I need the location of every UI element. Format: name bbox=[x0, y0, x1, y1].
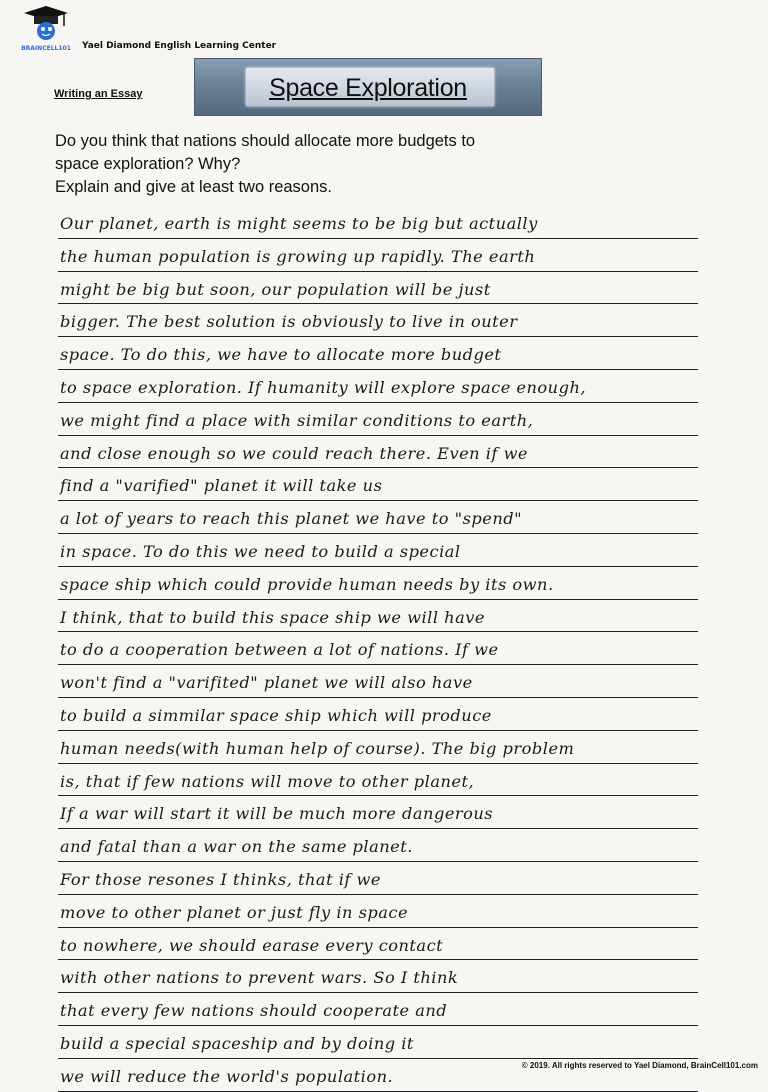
essay-question bbox=[55, 130, 715, 199]
logo-text: BRAINCELL101 bbox=[21, 45, 71, 52]
page-header bbox=[14, 4, 754, 52]
essay-line: human needs(with human help of course). The big problem bbox=[58, 731, 698, 764]
essay-line: and close enough so we could reach there. Even if we bbox=[58, 436, 698, 469]
essay-line: Our planet, earth is might seems to be big but actually bbox=[58, 206, 698, 239]
essay-line: with other nations to prevent wars. So I think bbox=[58, 960, 698, 993]
essay-line: a lot of years to reach this planet we have to "spend" bbox=[58, 501, 698, 534]
essay-line: the human population is growing up rapidly. The earth bbox=[58, 239, 698, 272]
center-name: Yael Diamond English Learning Center bbox=[82, 41, 277, 51]
essay-line: to nowhere, we should earase every contact bbox=[58, 928, 698, 961]
copyright-footer: © 2019. All rights reserved to Yael Diamond, BrainCell101.com bbox=[521, 1061, 758, 1070]
essay-line: For those resones I thinks, that if we bbox=[58, 862, 698, 895]
essay-line: space. To do this, we have to allocate more budget bbox=[58, 337, 698, 370]
section-label: Writing an Essay bbox=[54, 88, 143, 100]
question-line: space exploration? Why? bbox=[55, 155, 241, 173]
graduation-cap-logo-icon bbox=[16, 4, 76, 52]
essay-line: we might find a place with similar conditions to earth, bbox=[58, 403, 698, 436]
essay-line: space ship which could provide human needs by its own. bbox=[58, 567, 698, 600]
essay-line: find a "varified" planet it will take us bbox=[58, 468, 698, 501]
essay-line: move to other planet or just fly in space bbox=[58, 895, 698, 928]
essay-line: that every few nations should cooperate and bbox=[58, 993, 698, 1026]
essay-line: in space. To do this we need to build a special bbox=[58, 534, 698, 567]
essay-line: and fatal than a war on the same planet. bbox=[58, 829, 698, 862]
essay-line: to build a simmilar space ship which will produce bbox=[58, 698, 698, 731]
essay-line: to do a cooperation between a lot of nations. If we bbox=[58, 632, 698, 665]
question-line: Explain and give at least two reasons. bbox=[55, 178, 332, 196]
handwritten-essay bbox=[58, 206, 698, 1092]
essay-line: is, that if few nations will move to other planet, bbox=[58, 764, 698, 797]
essay-line: won't find a "varifited" planet we will also have bbox=[58, 665, 698, 698]
essay-line: to space exploration. If humanity will explore space enough, bbox=[58, 370, 698, 403]
essay-line: I think, that to build this space ship we will have bbox=[58, 600, 698, 633]
essay-line: might be big but soon, our population will be just bbox=[58, 272, 698, 305]
essay-line: If a war will start it will be much more dangerous bbox=[58, 796, 698, 829]
essay-line: build a special spaceship and by doing it bbox=[58, 1026, 698, 1059]
page-title: Space Exploration bbox=[269, 74, 467, 102]
essay-line: we will reduce the world's population. bbox=[58, 1059, 698, 1092]
question-line: Do you think that nations should allocate more budgets to bbox=[55, 132, 476, 150]
title-banner bbox=[194, 58, 542, 116]
essay-line: bigger. The best solution is obviously to live in outer bbox=[58, 304, 698, 337]
